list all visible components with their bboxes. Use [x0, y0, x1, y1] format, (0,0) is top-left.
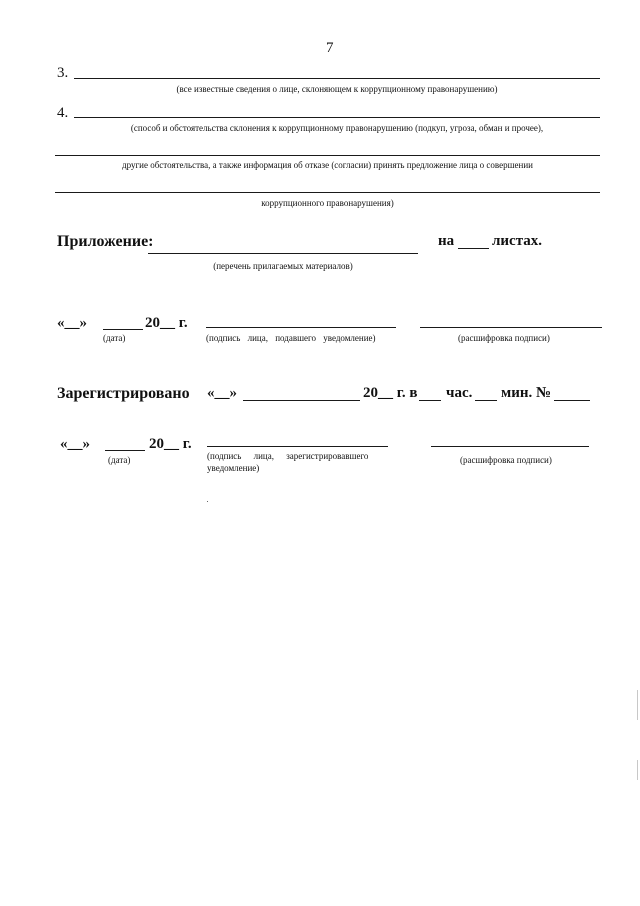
registration-hour-line	[419, 400, 441, 401]
registration-number-line	[554, 400, 590, 401]
item-3-number: 3.	[57, 65, 69, 81]
attachment-sheets-line	[458, 248, 489, 249]
item-4-line-2	[55, 155, 600, 156]
registrar-date-month-line	[105, 450, 145, 451]
registration-label: Зарегистрировано	[57, 385, 190, 402]
registrar-signature-caption-1: (подпись лица, зарегистрировавшего	[207, 451, 369, 461]
scan-dot	[207, 501, 208, 502]
registrar-date-caption: (дата)	[108, 455, 131, 465]
registrar-decode-line	[431, 446, 589, 447]
item-4-line-3	[55, 192, 600, 193]
item-4-number: 4.	[57, 105, 69, 121]
registrar-decode-caption: (расшифровка подписи)	[460, 455, 552, 465]
item-4-caption-3: коррупционного правонарушения)	[261, 198, 394, 208]
registration-minute-line	[475, 400, 497, 401]
registrar-signature-caption-2: уведомление)	[207, 463, 260, 473]
attachment-line	[148, 253, 418, 254]
registrar-date-year: 20__ г.	[149, 436, 192, 452]
scan-edge-mark	[637, 760, 638, 780]
item-3-caption: (все известные сведения о лице, склоняющем к коррупционному правонарушению)	[176, 84, 498, 94]
attachment-na: на	[438, 233, 455, 249]
registrar-signature-line	[207, 446, 388, 447]
item-4-caption-1: (способ и обстоятельства склонения к коррупционному правонарушению (подкуп, угроза, обман и прочее),	[130, 123, 544, 133]
submitter-signature-caption: (подпись лица, подавшего уведомление)	[206, 333, 376, 343]
submitter-signature-line	[206, 327, 396, 328]
submitter-date-quote: «__»	[57, 315, 87, 331]
item-3-line	[74, 78, 600, 79]
registration-hour: час.	[446, 385, 473, 401]
submitter-date-caption: (дата)	[103, 333, 126, 343]
scan-edge-mark	[637, 690, 638, 720]
submitter-date-month-line	[103, 329, 143, 330]
attachment-caption: (перечень прилагаемых материалов)	[213, 261, 353, 271]
submitter-decode-line	[420, 327, 602, 328]
registration-year: 20__ г. в	[363, 385, 418, 401]
attachment-label: Приложение:	[57, 233, 154, 250]
page-number: 7	[326, 40, 334, 56]
registration-minute: мин. №	[501, 385, 552, 401]
submitter-date-year: 20__ г.	[145, 315, 188, 331]
submitter-decode-caption: (расшифровка подписи)	[458, 333, 550, 343]
registration-date-line	[243, 400, 360, 401]
registrar-date-quote: «__»	[60, 436, 90, 452]
attachment-sheets: листах.	[492, 233, 543, 249]
item-4-line-1	[74, 117, 600, 118]
registration-date-quote: «__»	[207, 385, 237, 401]
item-4-caption-2: другие обстоятельства, а также информация об отказе (согласии) принять предложение лица о совершении	[122, 160, 533, 170]
